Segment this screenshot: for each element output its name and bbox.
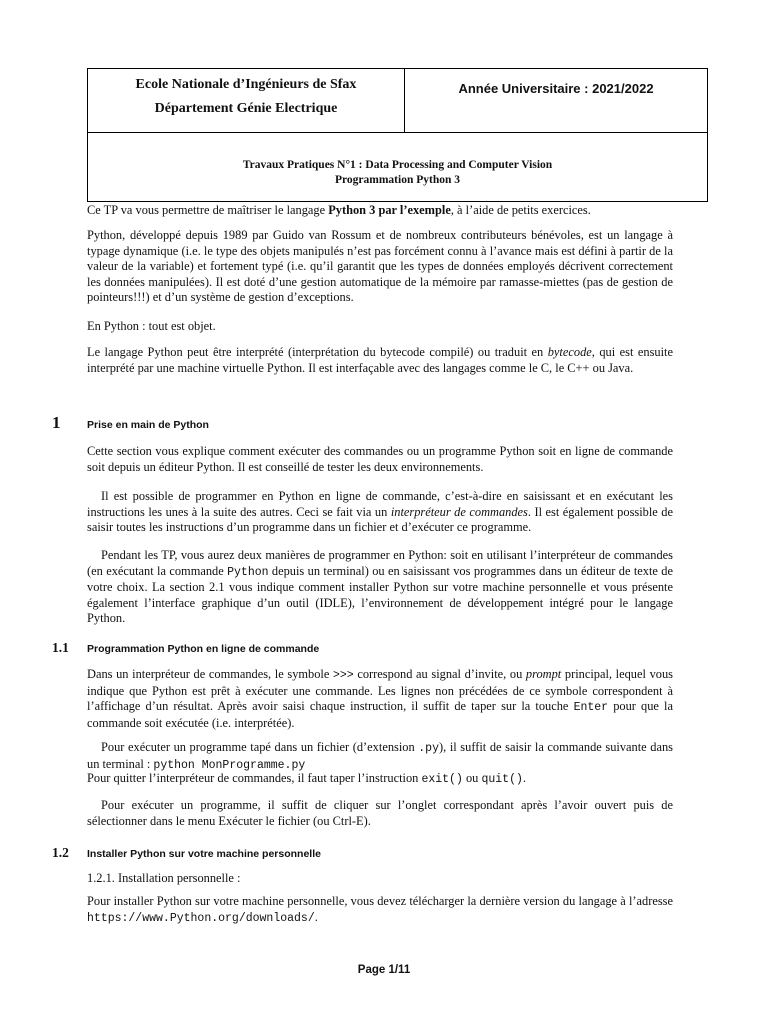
section-1-paragraph-3 (87, 548, 673, 627)
text: ), il suffit de saisir la commande suivante dans un terminal : (87, 740, 673, 771)
code: python MonProgramme.py (153, 758, 306, 772)
section-1-1-paragraph-3: Pour exécuter un programme, il suffit de cliquer sur l’onglet correspondant après l’avoir ouvert puis de sélectionner dans le menu Exécuter le fichier (ou Ctrl-E). (87, 798, 673, 828)
emphasis: interpréteur de commandes (390, 504, 528, 519)
code: exit() (421, 773, 463, 786)
section-1-1-number: 1.1 (52, 640, 69, 655)
text: Ce TP va vous permettre de maîtriser le langage (87, 203, 329, 217)
department-name: Département Génie Electrique (154, 101, 338, 116)
text: Il est possible de programmer en Python en ligne de commande, c’est-à-dire en saisissant et en exécutant les instructions les unes à la suite des autres. Ceci se fait via un (87, 489, 673, 519)
section-1-2-title: Installer Python sur votre machine personnelle (87, 848, 321, 860)
text: ou (462, 771, 482, 785)
intro-paragraph-4 (87, 345, 673, 376)
emphasis: prompt (525, 667, 562, 681)
section-1-1-paragraph-quit (87, 771, 673, 788)
code: >>> (333, 669, 354, 682)
intro-paragraph-3: En Python : tout est objet. (87, 319, 216, 333)
intro-paragraph-2: Python, développé depuis 1989 par Guido van Rossum et de nombreux contributeurs bénévoles, est un langage à typage dynamique (i.e. le type des objets manipulés n’est pas forcément connu à l’avance mais est défini à partir de la valeur de la variable) et fortement typé (i.e. qu’il garantit que les types de données employés décrivent correctement les données manipulées). Il est doté d’une gestion automatique de la mémoire par ramasse-miettes (pas de gestion de pointeurs!!!) et d’un système de gestion d’exceptions. (87, 228, 673, 305)
section-1-paragraph-2 (87, 489, 673, 536)
emphasis: Python 3 par l’exemple (328, 203, 451, 217)
code: Enter (573, 701, 609, 715)
section-1-1-paragraph-2 (87, 740, 673, 773)
text: , à l’aide de petits exercices. (450, 203, 591, 217)
url-link[interactable]: https://www.Python.org/downloads/ (87, 911, 315, 925)
text: correspond au signal d’invite, ou (353, 667, 526, 681)
academic-year: Année Universitaire : 2021/2022 (458, 81, 654, 96)
text: Pour installer Python sur votre machine personnelle, vous devez télécharger la dernière version du langage à l’adresse (87, 894, 673, 908)
code: quit() (481, 773, 523, 786)
text: Dans un interpréteur de commandes, le symbole (87, 667, 333, 681)
tp-title: Travaux Pratiques N°1 : Data Processing and Computer Vision (242, 159, 553, 171)
header-institution-cell (88, 69, 405, 132)
school-name: Ecole Nationale d’Ingénieurs de Sfax (135, 77, 357, 92)
text: depuis un terminal) ou en saisissant vos programmes dans un éditeur de texte de votre choix. La section 2.1 vous indique comment installer Python sur votre machine personnelle et vous présente également l’interface graphique d’un outil (IDLE), l’environnement de développement intégré pour le langage Python. (87, 563, 673, 626)
section-1-2-1-subheading: 1.2.1. Installation personnelle : (87, 871, 241, 885)
page-number: Page 1/11 (357, 964, 411, 976)
header-row-top (88, 69, 707, 133)
emphasis: bytecode (547, 345, 592, 359)
section-1-2-number: 1.2 (52, 845, 69, 860)
text: Pour quitter l’interpréteur de commandes, il faut taper l’instruction (87, 771, 422, 785)
intro-paragraph-1 (87, 203, 673, 219)
text: . (314, 909, 318, 924)
tp-subtitle: Programmation Python 3 (334, 174, 460, 186)
section-1-1-title: Programmation Python en ligne de commande (87, 643, 320, 655)
text: pour que la commande soit exécutée (i.e. interprétée). (87, 699, 673, 730)
text: Pour exécuter un programme tapé dans un fichier (d’extension (101, 740, 419, 754)
text: . (522, 771, 526, 785)
header-table (87, 68, 708, 202)
text: Le langage Python peut être interprété (interprétation du bytecode compilé) ou traduit en (87, 345, 548, 359)
text: . Il est également possible de saisir toutes les instructions d’un programme dans un fichier et d’exécuter ce programme. (87, 504, 673, 535)
section-1-paragraph-1: Cette section vous explique comment exécuter des commandes ou un programme Python soit en ligne de commande soit depuis un éditeur Python. Il est conseillé de tester les deux environnements. (87, 444, 673, 474)
section-1-1-paragraph-1 (87, 667, 673, 731)
section-1-2-paragraph-1 (87, 894, 673, 926)
code: Python (227, 565, 269, 579)
text: Pendant les TP, vous aurez deux manières de programmer en Python: soit en utilisant l’interpréteur de commandes (en exécutant la commande (87, 548, 673, 578)
section-1-number: 1 (52, 413, 61, 432)
text: principal, lequel vous indique que Python est prêt à exécuter une commande. Les lignes non précédées de ce symbole correspondent à l’affichage d’un résultat. Après avoir saisi chaque instruction, il suffit de taper sur la touche (87, 667, 673, 714)
header-row-title (88, 133, 707, 203)
text: , qui est ensuite interprété par une machine virtuelle Python. Il est interfaçable avec des langages comme le C, le C++ ou Java. (87, 345, 673, 375)
code: .py (418, 742, 439, 755)
section-1-title: Prise en main de Python (87, 419, 209, 431)
